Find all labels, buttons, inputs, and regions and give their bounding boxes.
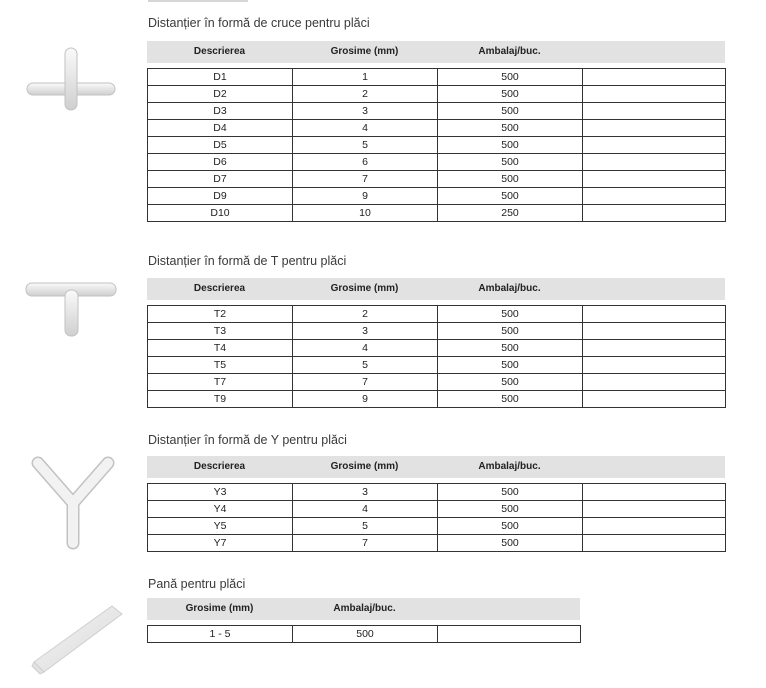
table-y xyxy=(147,483,726,552)
table-cell: 4 xyxy=(293,501,438,518)
table-cell-empty xyxy=(583,86,726,103)
header-descrierea: Descrierea xyxy=(193,46,246,57)
table-cell: Y5 xyxy=(148,518,293,535)
table-cell-empty xyxy=(583,154,726,171)
table-cell: 500 xyxy=(438,306,583,323)
table-row xyxy=(148,103,726,120)
wedge-icon xyxy=(30,600,126,681)
table-cell: 500 xyxy=(293,626,438,643)
cross-spacer-icon xyxy=(25,46,117,117)
table-cell-empty xyxy=(583,535,726,552)
table-cell-empty xyxy=(583,391,726,408)
header-ambalaj: Ambalaj/buc. xyxy=(478,283,541,294)
table-header-t xyxy=(147,278,725,300)
table-cell: 6 xyxy=(293,154,438,171)
table-cell-empty xyxy=(583,357,726,374)
table-cell: 500 xyxy=(438,86,583,103)
table-row xyxy=(148,154,726,171)
table-cell: 500 xyxy=(438,69,583,86)
table-row xyxy=(148,120,726,137)
header-grosime: Grosime (mm) xyxy=(185,603,254,614)
table-cell: 7 xyxy=(293,535,438,552)
table-row xyxy=(148,391,726,408)
table-cell: T4 xyxy=(148,340,293,357)
table-row xyxy=(148,86,726,103)
table-cell: D3 xyxy=(148,103,293,120)
section-title-wedge: Pană pentru plăci xyxy=(148,577,246,591)
table-row xyxy=(148,205,726,222)
table-cell-empty xyxy=(583,518,726,535)
table-header-wedge xyxy=(147,598,580,620)
table-header-y xyxy=(147,456,725,478)
table-cell: 500 xyxy=(438,518,583,535)
section-title-y: Distanțier în formă de Y pentru plăci xyxy=(148,433,347,447)
table-cell: 7 xyxy=(293,171,438,188)
table-cell: 4 xyxy=(293,340,438,357)
table-row xyxy=(148,323,726,340)
table-cell: 500 xyxy=(438,501,583,518)
table-cell: D9 xyxy=(148,188,293,205)
header-ambalaj: Ambalaj/buc. xyxy=(333,603,396,614)
table-cell: 500 xyxy=(438,154,583,171)
table-cell-empty xyxy=(583,103,726,120)
table-cell-empty xyxy=(583,120,726,137)
table-cell: Y3 xyxy=(148,484,293,501)
table-cell: 2 xyxy=(293,306,438,323)
section-title-cross: Distanțier în formă de cruce pentru plăci xyxy=(148,16,370,30)
table-cell: 5 xyxy=(293,137,438,154)
table-cell-empty xyxy=(583,501,726,518)
table-cell-empty xyxy=(583,188,726,205)
table-cell: 5 xyxy=(293,357,438,374)
table-row xyxy=(148,374,726,391)
table-cell-empty xyxy=(438,626,581,643)
table-cell-empty xyxy=(583,340,726,357)
table-row xyxy=(148,69,726,86)
table-cell: Y4 xyxy=(148,501,293,518)
table-cell: 500 xyxy=(438,340,583,357)
table-cell: D1 xyxy=(148,69,293,86)
table-row xyxy=(148,306,726,323)
table-cell: 500 xyxy=(438,484,583,501)
table-cell: D10 xyxy=(148,205,293,222)
table-cell-empty xyxy=(583,137,726,154)
table-cell: 3 xyxy=(293,323,438,340)
table-cell: 500 xyxy=(438,535,583,552)
table-cell: T5 xyxy=(148,357,293,374)
y-spacer-icon xyxy=(30,455,116,556)
table-cell: 9 xyxy=(293,391,438,408)
table-cell: 500 xyxy=(438,137,583,154)
table-row xyxy=(148,501,726,518)
table-cell: D2 xyxy=(148,86,293,103)
table-t xyxy=(147,305,726,408)
table-cell: 500 xyxy=(438,188,583,205)
table-cell: 1 - 5 xyxy=(148,626,293,643)
table-cell: 500 xyxy=(438,323,583,340)
header-grosime: Grosime (mm) xyxy=(330,283,399,294)
table-cell: D7 xyxy=(148,171,293,188)
table-cell: 500 xyxy=(438,171,583,188)
table-cell-empty xyxy=(583,306,726,323)
header-ambalaj: Ambalaj/buc. xyxy=(478,46,541,57)
table-cell: 2 xyxy=(293,86,438,103)
table-cell: D5 xyxy=(148,137,293,154)
header-grosime: Grosime (mm) xyxy=(330,461,399,472)
table-cell: T2 xyxy=(148,306,293,323)
table-cell: 500 xyxy=(438,103,583,120)
table-cell: D4 xyxy=(148,120,293,137)
section-title-t: Distanțier în formă de T pentru plăci xyxy=(148,254,347,268)
table-cell: 1 xyxy=(293,69,438,86)
header-grosime: Grosime (mm) xyxy=(330,46,399,57)
table-cell: T3 xyxy=(148,323,293,340)
header-descrierea: Descrierea xyxy=(193,461,246,472)
table-cell: 500 xyxy=(438,374,583,391)
table-row xyxy=(148,188,726,205)
table-wedge xyxy=(147,625,581,643)
table-cell-empty xyxy=(583,484,726,501)
table-row xyxy=(148,484,726,501)
table-header-cross xyxy=(147,41,725,63)
header-ambalaj: Ambalaj/buc. xyxy=(478,461,541,472)
table-cell: 5 xyxy=(293,518,438,535)
table-cell-empty xyxy=(583,205,726,222)
table-cell: 500 xyxy=(438,391,583,408)
table-cell: 3 xyxy=(293,484,438,501)
t-spacer-icon xyxy=(24,280,118,343)
table-cell-empty xyxy=(583,69,726,86)
table-cell: Y7 xyxy=(148,535,293,552)
table-row xyxy=(148,626,581,643)
table-cell: 7 xyxy=(293,374,438,391)
table-row xyxy=(148,518,726,535)
table-cell: 500 xyxy=(438,120,583,137)
table-cell: 4 xyxy=(293,120,438,137)
table-cell: 3 xyxy=(293,103,438,120)
table-cell: 500 xyxy=(438,357,583,374)
table-row xyxy=(148,357,726,374)
table-row xyxy=(148,137,726,154)
table-cell: 10 xyxy=(293,205,438,222)
table-cell: T7 xyxy=(148,374,293,391)
table-cell-empty xyxy=(583,323,726,340)
table-cell: D6 xyxy=(148,154,293,171)
table-cell: 250 xyxy=(438,205,583,222)
table-cross xyxy=(147,68,726,222)
top-divider xyxy=(148,0,248,2)
table-cell-empty xyxy=(583,374,726,391)
header-descrierea: Descrierea xyxy=(193,283,246,294)
table-cell: 9 xyxy=(293,188,438,205)
table-row xyxy=(148,171,726,188)
table-cell: T9 xyxy=(148,391,293,408)
table-row xyxy=(148,535,726,552)
table-cell-empty xyxy=(583,171,726,188)
table-row xyxy=(148,340,726,357)
